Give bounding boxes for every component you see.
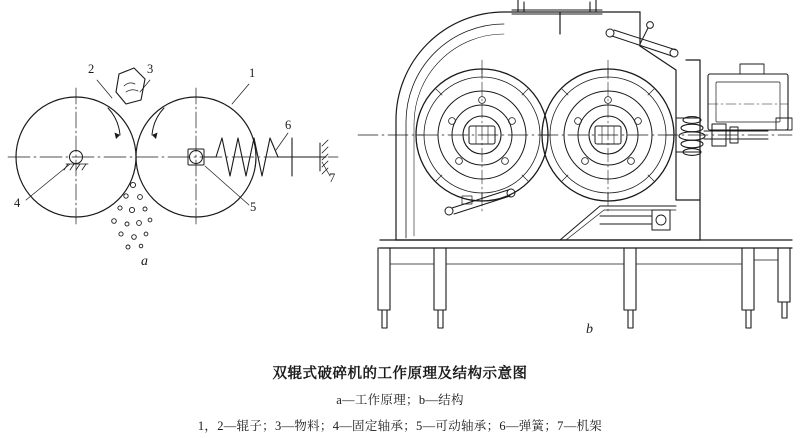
- figure-caption-title: 双辊式破碎机的工作原理及结构示意图: [272, 366, 528, 382]
- panel-label-b: b: [586, 322, 593, 337]
- callout-4: 4: [14, 196, 21, 210]
- discharge-chute-and-linkage: [560, 206, 676, 240]
- compression-spring-b: [679, 117, 705, 156]
- frame-cross-rails: [390, 260, 778, 264]
- callout-3: 3: [147, 62, 154, 76]
- frame-support: [292, 140, 328, 174]
- panel-a-working-principle: [8, 68, 338, 249]
- callout-5: 5: [250, 200, 257, 214]
- roll-assembly-right: [542, 60, 674, 212]
- feed-material-lump: [116, 68, 145, 104]
- callout-7: 7: [329, 171, 336, 185]
- adjusting-lever: [606, 22, 678, 57]
- panel-a-leader-lines: [26, 80, 330, 205]
- housing-inner-liner: [406, 24, 504, 238]
- support-legs: [378, 248, 790, 328]
- callout-6: 6: [285, 118, 292, 132]
- callout-2: 2: [88, 62, 95, 76]
- callout-1: 1: [249, 66, 256, 80]
- bearing-housing-right: [708, 64, 792, 130]
- base-frame: [380, 240, 792, 248]
- crushed-product-particles: [112, 182, 152, 249]
- figure-caption-subtitle: a—工作原理；b—结构: [336, 393, 464, 407]
- spring-tension-assembly: [676, 117, 768, 156]
- figure-caption-legend: 1，2—辊子；3—物料；4—固定轴承；5—可动轴承；6—弹簧；7—机架: [197, 419, 603, 433]
- roller-right-rotation-arc: [152, 108, 164, 135]
- panel-label-a: a: [141, 254, 148, 269]
- roll-assembly-left: [416, 60, 548, 212]
- panel-b-structure: [358, 0, 792, 328]
- roller-left-rotation-arc: [108, 108, 120, 135]
